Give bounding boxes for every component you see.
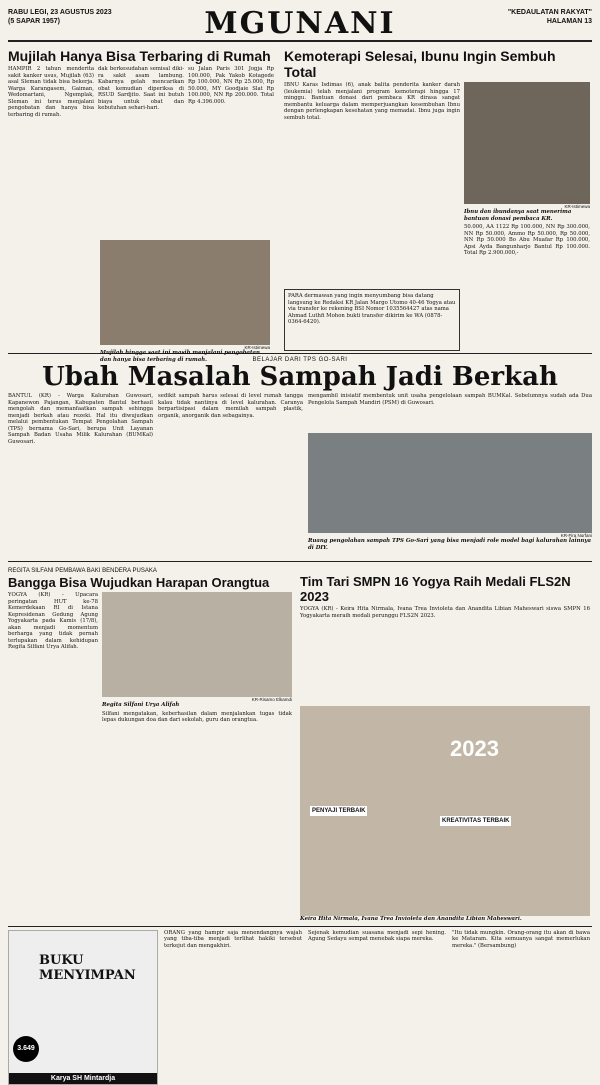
- lower-row: [8, 565, 592, 923]
- body-col: YOGYA (KR) - Keira Hita Nirmala, Ivana Trea Invioleta dan Anandita Libian Maheswari siswa SMPN 16 Yogyakarta meraih medali perunggu FLS2N 2023.: [300, 606, 590, 619]
- cartoon-title: BUKU MENYIMPAN: [39, 952, 136, 983]
- masthead-date: [8, 8, 112, 26]
- body-col: sedikit sampah harus selesai di level rumah tangga kalau tidak nantinya di level kalurahan. Caranya berpartisipasi dalam memilah sampah plastik, organik, anorganik dan sebagainya.: [158, 393, 303, 419]
- photo-caption: Ibnu dan ibundanya saat menerima bantuan donasi pembaca KR.: [464, 209, 572, 222]
- body-col: YOGYA (KR) - Upacara peringatan HUT ke-78 Kemerdekaan RI di Istana Kepresidenan Gedung Agung Yogyakarta pada Kamis (17/8), akan menjadi momentum berharga yang tidak pernah terlupakan dalam kehidupan Regita Silfani Urya Alifah.: [8, 592, 98, 650]
- year-text: 2023: [450, 736, 499, 761]
- headline: Mujilah Hanya Bisa Terbaring di Rumah: [8, 48, 271, 64]
- photo-smpn16: [300, 706, 590, 916]
- body-col: 50.000, AA 1122 Rp 100.000, NN Rp 300.000, NN Rp 50.000, Ammo Rp 50.000, Rp 50.000, NN Rp 50.000 Bo Abu Muafar Rp 100.000, Apsi Ayda Bangunharjo Bantul Rp 100.000. Total Rp 2.900.000,-: [464, 224, 590, 256]
- date-text: RABU LEGI, 23 AGUSTUS 2023: [8, 9, 112, 16]
- story-smpn16: [300, 565, 590, 923]
- headline: Kemoterapi Selesai, Ibunu Ingin Sembuh Total: [284, 48, 556, 80]
- photo-caption: Keira Hita Nirmala, Ivana Trea Invioleta dan Anandita Libian Maheswari.: [300, 916, 522, 922]
- photo-tps: [308, 433, 592, 533]
- masthead-meta: [508, 8, 592, 26]
- donation-box: PARA dermawan yang ingin menyumbang bisa datang langsung ke Redaksi KR Jalan Margo Utomo 40-46 Yogya atau via transfer ke rekening BSI Nomor 1035564427 atas nama Ahmad Luthfi Mohon bukti transfer dikirim ke WA (0878-0364-6420).: [284, 289, 460, 351]
- headline: Bangga Bisa Wujudkan Harapan Orangtua: [8, 575, 270, 590]
- body-col: IBNU Karas Isdimas (6), anak balita penderita kanker darah (leukemia) telah menjalani program kemoterapi hingga 17 minggu. Bantuan donasi dari pembaca KR dirasa sangat membantu keluarga dalam memperjuangkan kesembuhan Ibnu dengan perlengkapan kesehatan yang memadai. Ibnu juga ingin sembuh total.: [284, 82, 460, 121]
- cartoon-label: Karya SH Mintardja: [9, 1073, 157, 1084]
- masthead: [8, 6, 592, 42]
- headline: Ubah Masalah Sampah Jadi Berkah: [42, 362, 558, 392]
- body-col: BANTUL (KR) - Warga Kalurahan Guwosari, Kapanewon Pajangan, Kabupaten Bantul berhasil mengolah dan memanfaatkan sampah sehingga menjadi berkah atau rezeki. Hal itu diwujudkan melalui pembentukan Tempat Pengolahan Sampah (TPS) bernama Go-Sari, berupa Unit Layanan Sampah Badan Usaha Milik Kalurahan (BUMKal) Guwosari.: [8, 393, 153, 445]
- photo-ibnu: [464, 82, 590, 204]
- body-col: dak berkesudahan semisal diki-ra sakit asam lambung. Kabarnya gelah mencarikan obat kemudian diperiksa di RSUD Sardjito. Saat ini butuh biaya untuk obat dan kebutuhan sehari-hari.: [98, 66, 184, 111]
- episode-badge: 3.649: [13, 1036, 39, 1062]
- kicker: REGITA SILFANI PEMBAWA BAKI BENDERA PUSAKA: [8, 568, 157, 574]
- story-tps: [8, 357, 592, 558]
- body-col: su Jalan Paris 301 Jogja Rp 100.000, Pak Yakob Kotagede Rp 100.000, NN Rp 25.000, Rp 50.000, MY Goodjaie Slat Rp 100.000, NN Rp 200.000. Total Rp 4.396.000.: [188, 66, 274, 105]
- photo-regita: [102, 592, 292, 697]
- bottom-row: [8, 930, 592, 1085]
- cartoon-panel: [8, 930, 158, 1085]
- headline: Tim Tari SMPN 16 Yogya Raih Medali FLS2N 2023: [300, 574, 571, 604]
- body-col: ORANG yang hampir saja menendangnya wajah yang tiba-tiba menjadi terlihat hakiki tersebut terkejut dan mengakhiri.: [164, 929, 302, 949]
- kicker: BELAJAR DARI TPS GO-SARI: [252, 357, 348, 363]
- page-number: HALAMAN 13: [546, 18, 592, 25]
- photo-credit: KR-Risamo Elkamdi: [251, 697, 292, 702]
- sign-text: PENYAJI TERBAIK: [312, 808, 366, 814]
- section-name: "KEDAULATAN RAKYAT": [507, 9, 592, 16]
- photo-mujilah: [100, 240, 270, 345]
- body-col: mengambil inisiatif membentuk unit usaha pengelolaan sampah BUMKal. Sebelumnya sudah ada Dua Pengelola Sampah Mandiri (PSM) di Guwosari.: [308, 393, 592, 406]
- story-mujilah: [8, 44, 278, 363]
- sign-text: KREATIVITAS TERBAIK: [442, 818, 510, 824]
- body-col: Silfani mengatakan, keberhasilan dalam menjalankan tugas tidak lepas dukungan doa dan dari sekolah, guru dan orangtua.: [102, 710, 292, 723]
- photo-credit: KR-Fira Nurfani: [560, 533, 592, 538]
- story-ibnu: [284, 44, 590, 351]
- body-col: HAMPIR 2 tahun menderita sakit kanker usus, Mujilah (63) asal Sleman tidak bisa bekerja. Warga Karangasem, Gaiman, Wedomartani, Ngemplak, Sleman ini terus menjalani pengobatan dan hanya bisa terbaring di rumah.: [8, 66, 94, 118]
- photo-credit: KR-Istimewa: [244, 345, 270, 350]
- photo-caption: Regita Silfani Urya Alifah: [102, 702, 180, 708]
- photo-caption: Mujilah hingga saat ini masih menjalani pengobatan dan hanya bisa terbaring di rumah.: [100, 350, 260, 363]
- story-regita: [8, 565, 294, 923]
- photo-credit: KR-Istimewa: [564, 204, 590, 209]
- body-col: Sejenak kemudian suasana menjadi sepi hening. Agung Sedayu sempat menebak siapa mereka.: [308, 929, 446, 942]
- masthead-logo: MGUNANI: [204, 6, 396, 41]
- photo-caption: Ruang pengolahan sampah TPS Go-Sari yang bisa menjadi role model bagi kalurahan lainnya di DIY.: [308, 538, 591, 551]
- body-col: "Itu tidak mungkin. Orang-orang itu akan di bawa ke Mataram. Kita semuanya sangat memerlukan mereka." (Bersambung): [452, 929, 590, 949]
- hijri-date: (5 SAPAR 1957): [8, 18, 61, 25]
